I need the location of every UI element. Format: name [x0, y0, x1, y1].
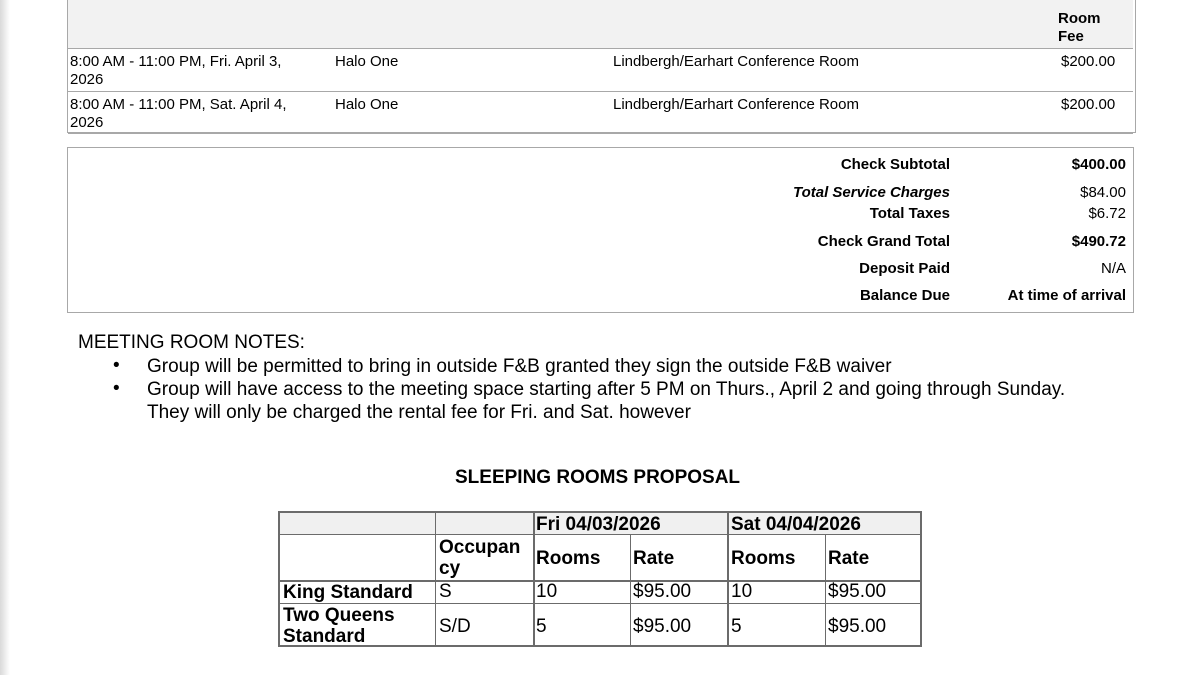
note-item: Group will be permitted to bring in outside F&B granted they sign the outside F&B waiver: [147, 356, 892, 377]
balance-due-label: Balance Due: [859, 287, 950, 304]
date-header-sat: Sat 04/04/2026: [731, 514, 861, 535]
subtotal-value: $400.00: [1071, 156, 1126, 173]
rate-fri-king: $95.00: [633, 581, 692, 602]
bullet-icon: •: [113, 355, 120, 376]
notes-title: MEETING ROOM NOTES:: [78, 332, 305, 353]
row-room: Lindbergh/Earhart Conference Room: [613, 96, 859, 113]
balance-due-value: At time of arrival: [1007, 287, 1126, 304]
taxes-label: Total Taxes: [869, 205, 950, 222]
taxes-value: $6.72: [1088, 205, 1126, 222]
table-row: [68, 49, 1133, 92]
row-event-name: Halo One: [335, 53, 399, 70]
date-header-fri: Fri 04/03/2026: [536, 514, 661, 535]
grand-total-label: Check Grand Total: [817, 233, 950, 250]
grid-line: [825, 535, 826, 645]
sleeping-rooms-table: [278, 511, 922, 647]
rate-fri-queens: $95.00: [633, 616, 692, 637]
row-fee: $200.00: [1061, 53, 1116, 70]
table-row: [68, 91, 1133, 134]
meeting-room-table: [67, 0, 1136, 133]
row-time-line2: 2026: [70, 114, 104, 131]
room-type-king: King Standard: [283, 582, 413, 603]
row-event-name: Halo One: [335, 96, 399, 113]
subtotal-label: Check Subtotal: [840, 156, 950, 173]
occupancy-header: Occupan: [439, 537, 521, 558]
row-time-line2: 2026: [70, 71, 104, 88]
grand-total-value: $490.72: [1071, 233, 1126, 250]
rate-header-fri: Rate: [633, 548, 675, 569]
row-time-line1: 8:00 AM - 11:00 PM, Fri. April 3,: [70, 53, 282, 70]
grid-line: [533, 513, 535, 645]
occupancy-king: S: [439, 581, 452, 602]
rooms-fri-king: 10: [536, 581, 558, 602]
note-item: Group will have access to the meeting space starting after 5 PM on Thurs., April 2 and going through Sunday. They will only be charged the rental fee for Fri. and Sat. however: [147, 379, 1066, 423]
check-totals-box: [67, 147, 1134, 313]
sleeping-rooms-title: SLEEPING ROOMS PROPOSAL: [455, 467, 741, 488]
room-type-queens: Two Queens: [283, 605, 395, 626]
rooms-header-fri: Rooms: [536, 548, 601, 569]
grid-line: [727, 513, 729, 645]
rate-sat-king: $95.00: [828, 581, 887, 602]
occupancy-queens: S/D: [439, 616, 471, 637]
meeting-table-header: [68, 0, 1133, 49]
rate-header-sat: Rate: [828, 548, 870, 569]
service-charges-label: Total Service Charges: [792, 184, 950, 201]
deposit-value: N/A: [1100, 260, 1126, 277]
rooms-sat-queens: 5: [731, 616, 742, 637]
header-fee: Fee: [1058, 28, 1084, 45]
room-type-queens-2: Standard: [283, 626, 366, 647]
rooms-sat-king: 10: [731, 581, 753, 602]
grid-line: [435, 513, 436, 645]
rate-sat-queens: $95.00: [828, 616, 887, 637]
grid-line: [280, 603, 920, 604]
grid-line: [630, 535, 631, 645]
bullet-icon: •: [113, 378, 120, 399]
header-room-2: Room: [1058, 10, 1101, 27]
deposit-label: Deposit Paid: [859, 260, 950, 277]
row-fee: $200.00: [1061, 96, 1116, 113]
service-charges-value: $84.00: [1080, 184, 1126, 201]
row-room: Lindbergh/Earhart Conference Room: [613, 53, 859, 70]
row-time-line1: 8:00 AM - 11:00 PM, Sat. April 4,: [70, 96, 287, 113]
rooms-header-sat: Rooms: [731, 548, 796, 569]
occupancy-header-2: cy: [439, 558, 461, 579]
page-edge-shadow: [0, 0, 10, 675]
rooms-fri-queens: 5: [536, 616, 547, 637]
